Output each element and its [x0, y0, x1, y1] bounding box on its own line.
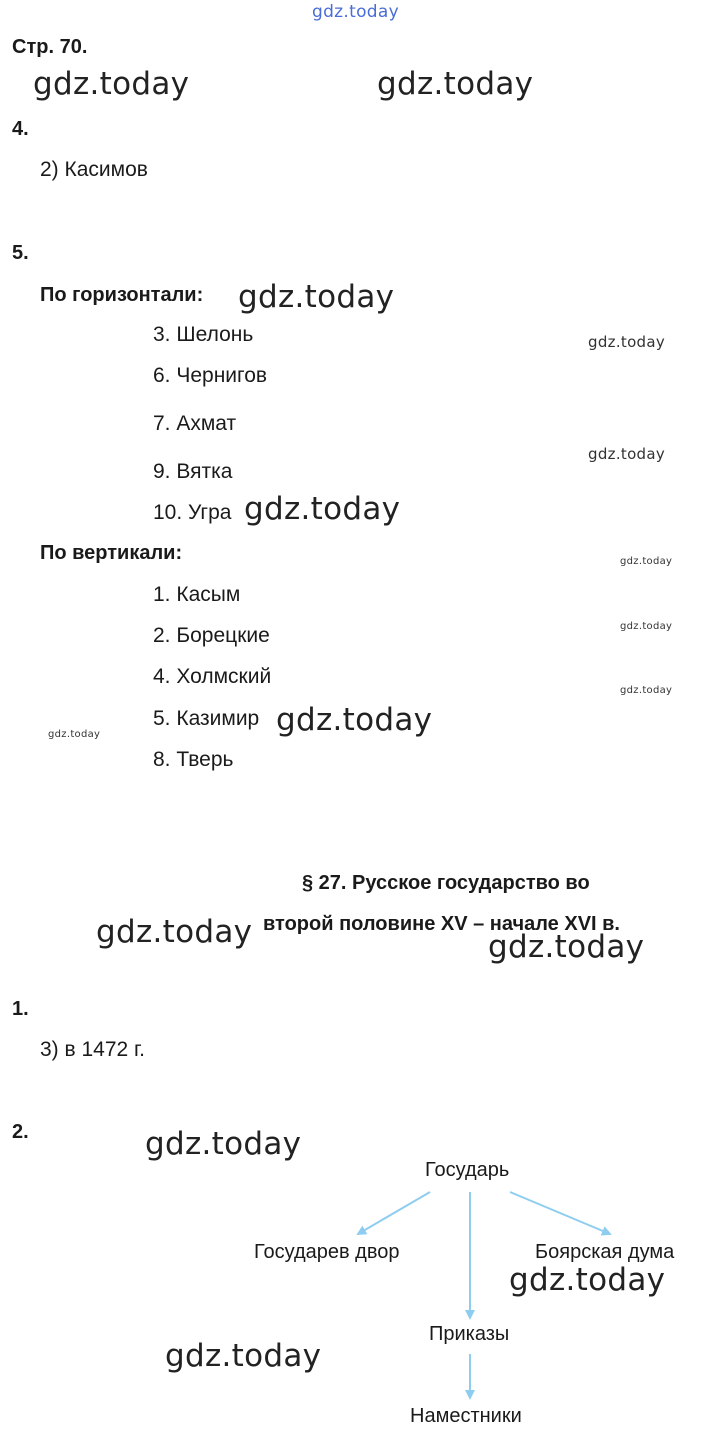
watermark: gdz.today — [588, 445, 666, 463]
task-2-number: 2. — [12, 1121, 29, 1143]
task-1-number: 1. — [12, 998, 29, 1020]
watermark: gdz.today — [276, 702, 433, 738]
watermark: gdz.today — [620, 685, 673, 696]
horizontal-item: 9. Вятка — [153, 460, 233, 483]
watermark: gdz.today — [244, 491, 401, 527]
horizontal-item: 10. Угра — [153, 501, 232, 524]
vertical-item: 4. Холмский — [153, 665, 272, 688]
vertical-item: 1. Касым — [153, 583, 241, 606]
horizontal-item: 3. Шелонь — [153, 323, 254, 346]
diagram-node-middle: Приказы — [429, 1323, 510, 1345]
watermark: gdz.today — [620, 621, 673, 632]
vertical-item: 8. Тверь — [153, 748, 234, 771]
horizontal-item: 6. Чернигов — [153, 364, 268, 387]
watermark: gdz.today — [145, 1126, 302, 1162]
diagram-node-left: Государев двор — [254, 1241, 400, 1263]
watermark: gdz.today — [96, 914, 253, 950]
watermark: gdz.today — [33, 66, 190, 102]
diagram-node-bottom: Наместники — [410, 1405, 522, 1427]
horizontal-heading: По горизонтали: — [40, 284, 204, 306]
diagram-node-root: Государь — [425, 1159, 510, 1181]
vertical-item: 5. Казимир — [153, 707, 260, 730]
arrow-to-boyarskaya-duma — [510, 1192, 610, 1234]
watermark: gdz.today — [488, 929, 645, 965]
watermark: gdz.today — [588, 333, 666, 351]
diagram-node-right: Боярская дума — [535, 1241, 675, 1263]
watermark: gdz.today — [509, 1262, 666, 1298]
arrow-to-gosudarev-dvor — [358, 1192, 430, 1234]
watermark-top: gdz.today — [312, 2, 399, 22]
watermark: gdz.today — [620, 556, 673, 567]
task-4-number: 4. — [12, 118, 29, 140]
watermark: gdz.today — [165, 1338, 322, 1374]
vertical-item: 2. Борецкие — [153, 624, 270, 647]
watermark: gdz.today — [377, 66, 534, 102]
section-title-line-2: второй половине XV – начале XVI в. — [263, 913, 620, 935]
task-5-number: 5. — [12, 242, 29, 264]
task-4-answer: 2) Касимов — [40, 158, 148, 181]
watermark: gdz.today — [238, 279, 395, 315]
watermark: gdz.today — [48, 729, 101, 740]
horizontal-item: 7. Ахмат — [153, 412, 237, 435]
vertical-heading: По вертикали: — [40, 542, 183, 564]
page-ref: Стр. 70. — [12, 36, 88, 58]
section-title-line-1: § 27. Русское государство во — [302, 872, 590, 894]
task-1-answer: 3) в 1472 г. — [40, 1038, 145, 1061]
